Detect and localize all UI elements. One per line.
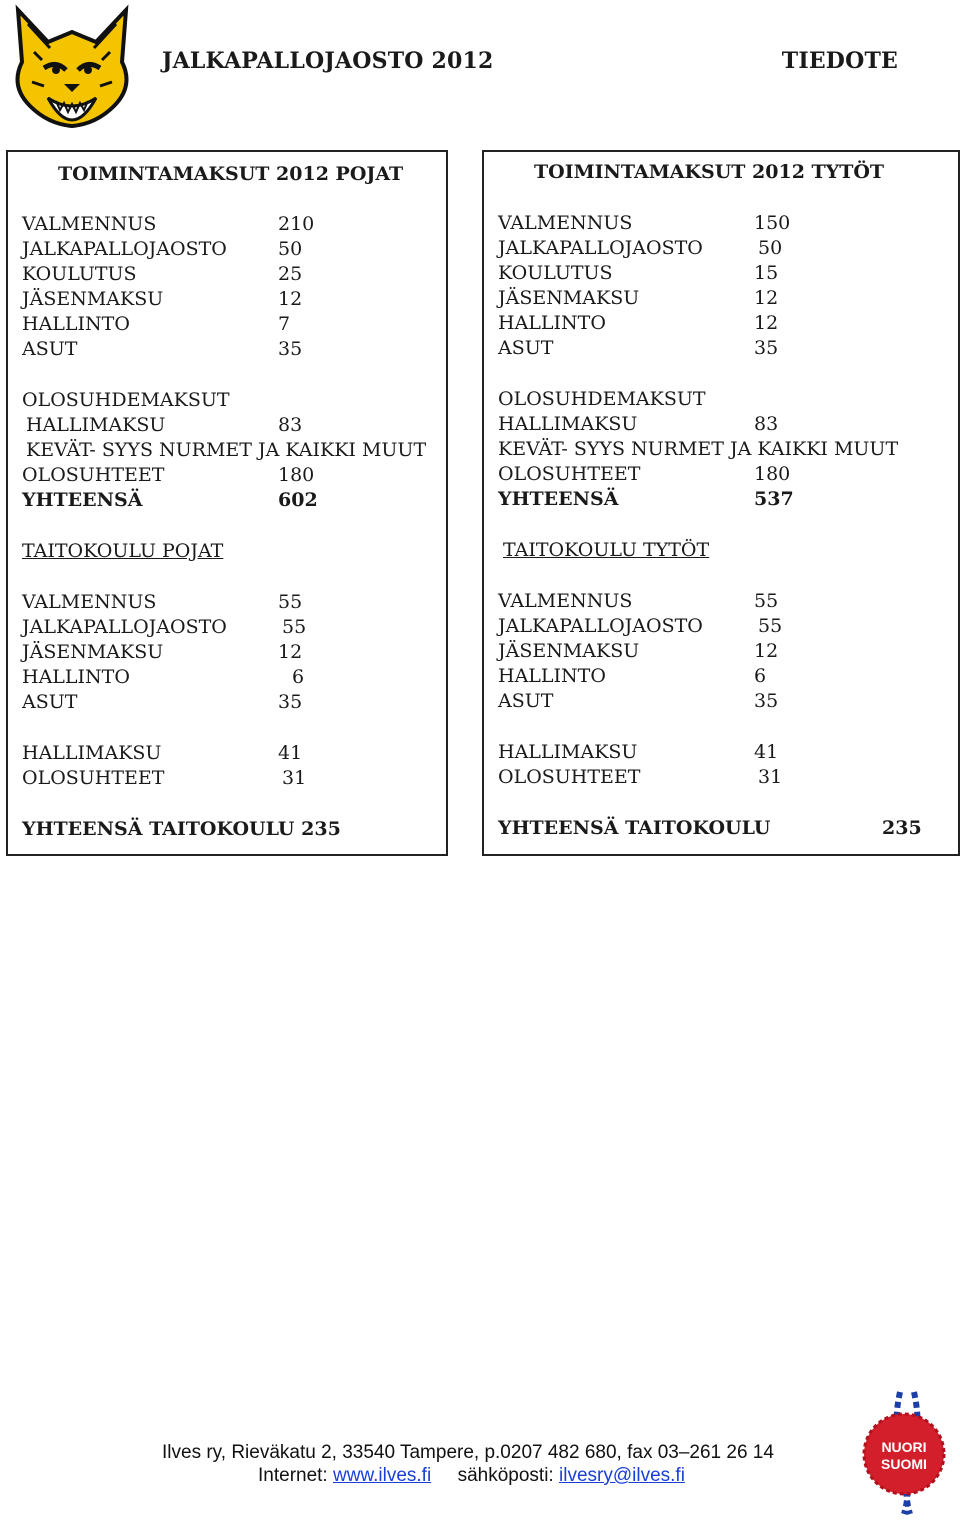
fee-value: 41 — [754, 741, 779, 763]
fee-value: 55 — [282, 616, 307, 638]
fee-label: OLOSUHTEET — [498, 766, 641, 788]
girls-fees-box — [482, 150, 960, 856]
total-value: 235 — [301, 818, 341, 840]
fee-value: 180 — [278, 464, 315, 486]
fee-label: ASUT — [498, 690, 554, 712]
fee-value: 12 — [278, 641, 303, 663]
fee-label: JÄSENMAKSU — [498, 287, 640, 309]
fee-value: 31 — [282, 767, 307, 789]
fee-label: JÄSENMAKSU — [22, 288, 164, 310]
total-label: YHTEENSÄ TAITOKOULU — [22, 818, 295, 840]
fee-label: HALLIMAKSU — [22, 742, 162, 764]
fee-value: 6 — [754, 665, 767, 687]
fee-value: 50 — [278, 238, 303, 260]
total-value: 602 — [278, 489, 318, 511]
fee-label: ASUT — [22, 338, 78, 360]
fee-value: 55 — [758, 615, 783, 637]
fee-value: 35 — [754, 337, 779, 359]
taitokoulu-title: TAITOKOULU POJAT — [22, 540, 224, 562]
fee-label: HALLINTO — [22, 313, 130, 335]
fee-label: OLOSUHTEET — [22, 767, 165, 789]
fee-label: JÄSENMAKSU — [22, 641, 164, 663]
fee-value: 83 — [278, 414, 303, 436]
fee-value: 83 — [754, 413, 779, 435]
fee-label: VALMENNUS — [22, 591, 157, 613]
fee-value: 12 — [754, 640, 779, 662]
facility-note: KEVÄT- SYYS NURMET JA KAIKKI MUUT — [498, 438, 899, 460]
nuori-suomi-badge — [858, 1388, 950, 1516]
document-type: TIEDOTE — [781, 48, 898, 74]
total-value: 537 — [754, 488, 794, 510]
fee-label: VALMENNUS — [498, 212, 633, 234]
fee-label: HALLINTO — [22, 666, 130, 688]
fee-label: HALLIMAKSU — [498, 741, 638, 763]
fee-label: ASUT — [498, 337, 554, 359]
badge-text-nuori: NUORI — [881, 1439, 927, 1455]
fee-value: 210 — [278, 213, 315, 235]
total-label: YHTEENSÄ — [498, 488, 619, 510]
fee-value: 7 — [278, 313, 291, 335]
fee-label: KOULUTUS — [498, 262, 613, 284]
email-link[interactable]: ilvesry@ilves.fi — [559, 1465, 685, 1486]
fee-label: HALLINTO — [498, 312, 606, 334]
fee-value: 31 — [758, 766, 783, 788]
fee-value: 50 — [758, 237, 783, 259]
fee-value: 6 — [292, 666, 305, 688]
total-label: YHTEENSÄ — [22, 489, 143, 511]
fee-label: HALLINTO — [498, 665, 606, 687]
fee-label: JALKAPALLOJAOSTO — [498, 615, 703, 637]
fee-label: KOULUTUS — [22, 263, 137, 285]
document-title: JALKAPALLOJAOSTO 2012 — [162, 48, 494, 74]
total-label: YHTEENSÄ TAITOKOULU — [498, 817, 771, 839]
fee-label: JALKAPALLOJAOSTO — [498, 237, 703, 259]
fee-label: OLOSUHTEET — [22, 464, 165, 486]
fee-value: 35 — [278, 338, 303, 360]
boys-fees-title: TOIMINTAMAKSUT 2012 POJAT — [58, 163, 404, 185]
fee-label: VALMENNUS — [498, 590, 633, 612]
fee-label: JALKAPALLOJAOSTO — [22, 238, 227, 260]
fee-value: 55 — [278, 591, 303, 613]
fee-value: 25 — [278, 263, 303, 285]
email-label: sähköposti: — [457, 1465, 559, 1486]
fee-label: OLOSUHTEET — [498, 463, 641, 485]
fee-value: 35 — [278, 691, 303, 713]
fee-label: JÄSENMAKSU — [498, 640, 640, 662]
internet-label: Internet: — [258, 1465, 333, 1486]
fee-value: 55 — [754, 590, 779, 612]
ilves-logo — [4, 2, 140, 128]
taitokoulu-total-row — [22, 817, 341, 841]
facility-heading: OLOSUHDEMAKSUT — [498, 388, 706, 410]
fee-label: ASUT — [22, 691, 78, 713]
girls-fees-title: TOIMINTAMAKSUT 2012 TYTÖT — [534, 161, 885, 183]
fee-label: JALKAPALLOJAOSTO — [22, 616, 227, 638]
fee-value: 12 — [278, 288, 303, 310]
fee-value: 12 — [754, 287, 779, 309]
boys-fees-box — [6, 150, 448, 856]
fee-value: 41 — [278, 742, 303, 764]
taitokoulu-title: TAITOKOULU TYTÖT — [503, 539, 710, 561]
facility-note: KEVÄT- SYYS NURMET JA KAIKKI MUUT — [26, 439, 427, 461]
total-value: 235 — [882, 817, 922, 839]
fee-value: 150 — [754, 212, 791, 234]
footer-contacts — [258, 1465, 960, 1487]
fee-label: HALLIMAKSU — [26, 414, 166, 436]
fee-label: VALMENNUS — [22, 213, 157, 235]
website-link[interactable]: www.ilves.fi — [333, 1465, 432, 1486]
fee-value: 12 — [754, 312, 779, 334]
fee-value: 180 — [754, 463, 791, 485]
facility-heading: OLOSUHDEMAKSUT — [22, 389, 230, 411]
fee-label: HALLIMAKSU — [498, 413, 638, 435]
fee-value: 35 — [754, 690, 779, 712]
footer-address: Ilves ry, Rieväkatu 2, 33540 Tampere, p.0207 482 680, fax 03–261 26 14 — [162, 1442, 774, 1463]
fee-value: 15 — [754, 262, 779, 284]
badge-text-suomi: SUOMI — [881, 1456, 927, 1472]
